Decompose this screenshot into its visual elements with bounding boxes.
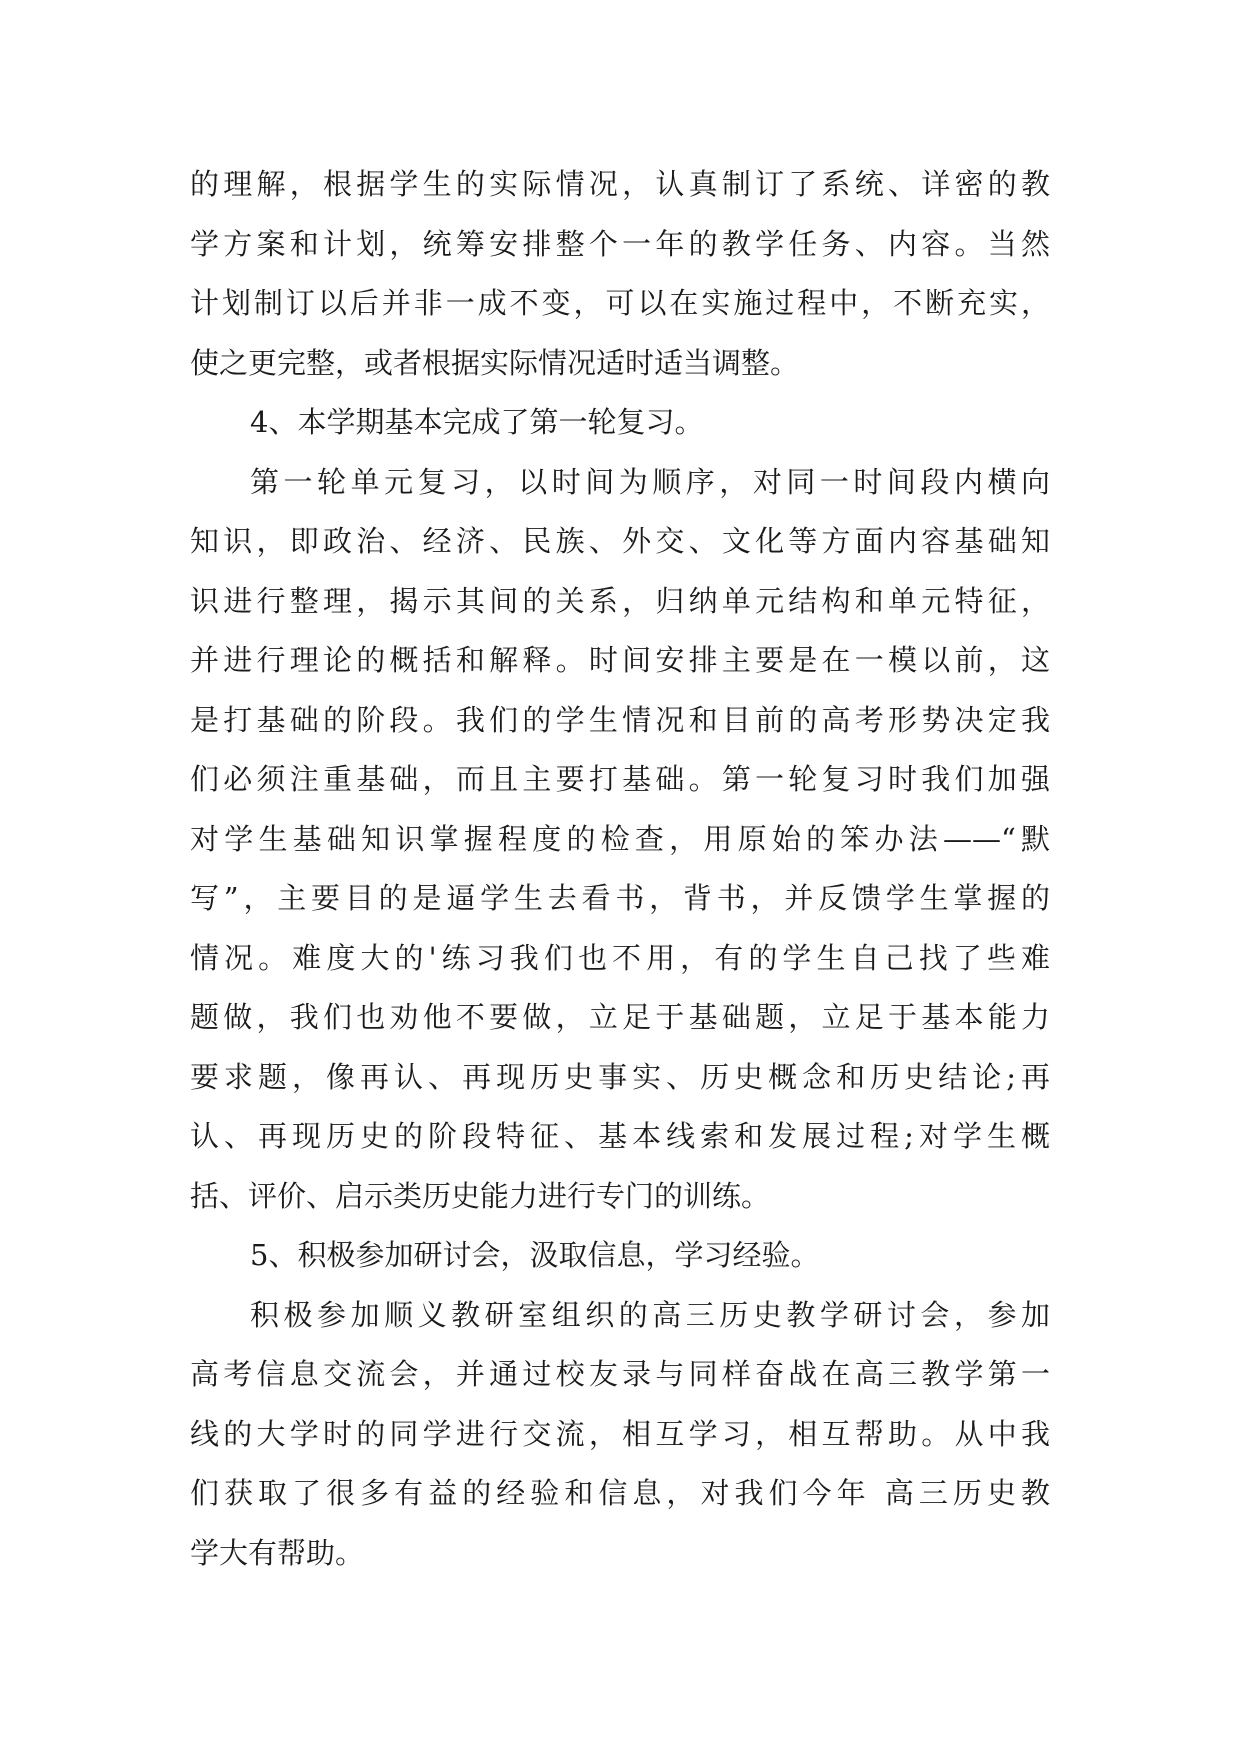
paragraph-line: 写”，主要目的是逼学生去看书，背书，并反馈学生掌握的	[190, 881, 1050, 915]
paragraph-line: 学大有帮助。	[190, 1535, 365, 1570]
paragraph-line: 的理解，根据学生的实际情况，认真制订了系统、详密的教	[190, 167, 1050, 201]
paragraph-line: 并进行理论的概括和解释。时间安排主要是在一模以前，这	[190, 643, 1050, 677]
body-text	[190, 155, 1050, 1583]
paragraph-line: 情况。难度大的'练习我们也不用，有的学生自己找了些难	[190, 940, 1050, 975]
paragraph-line: 认、再现历史的阶段特征、基本线索和发展过程;对学生概	[190, 1119, 1050, 1153]
paragraph	[190, 453, 1050, 1227]
paragraph-line: 学方案和计划，统筹安排整个一年的教学任务、内容。当然	[190, 226, 1050, 261]
paragraph	[190, 1286, 1050, 1584]
paragraph-line: 4、本学期基本完成了第一轮复习。	[250, 405, 704, 439]
paragraph-line: 使之更完整，或者根据实际情况适时适当调整。	[190, 345, 800, 380]
paragraph-line: 要求题，像再认、再现历史事实、历史概念和历史结论;再	[190, 1059, 1050, 1094]
paragraph	[190, 1226, 1050, 1286]
paragraph	[190, 393, 1050, 453]
paragraph-line: 是打基础的阶段。我们的学生情况和目前的高考形势决定我	[190, 702, 1050, 737]
paragraph-line: 第一轮单元复习，以时间为顺序，对同一时间段内横向	[250, 464, 1050, 499]
paragraph-line: 对学生基础知识掌握程度的检查，用原始的笨办法——“默	[190, 821, 1050, 856]
paragraph-line: 高考信息交流会，并通过校友录与同样奋战在高三教学第一	[190, 1357, 1050, 1391]
paragraph-line: 括、评价、启示类历史能力进行专门的训练。	[190, 1178, 771, 1213]
paragraph-line: 线的大学时的同学进行交流，相互学习，相互帮助。从中我	[190, 1416, 1050, 1451]
paragraph	[190, 155, 1050, 393]
paragraph-line: 计划制订以后并非一成不变，可以在实施过程中，不断充实，	[190, 286, 1050, 320]
paragraph-line: 们必须注重基础，而且主要打基础。第一轮复习时我们加强	[190, 762, 1050, 796]
paragraph-line: 们获取了很多有益的经验和信息，对我们今年 高三历史教	[190, 1476, 1050, 1510]
paragraph-line: 题做，我们也劝他不要做，立足于基础题，立足于基本能力	[190, 1000, 1050, 1034]
paragraph-line: 5、积极参加研讨会，汲取信息，学习经验。	[250, 1238, 820, 1272]
paragraph-line: 积极参加顺义教研室组织的高三历史教学研讨会，参加	[250, 1297, 1050, 1332]
paragraph-line: 识进行整理，揭示其间的关系，归纳单元结构和单元特征，	[190, 583, 1050, 618]
paragraph-line: 知识，即政治、经济、民族、外交、文化等方面内容基础知	[190, 524, 1050, 558]
